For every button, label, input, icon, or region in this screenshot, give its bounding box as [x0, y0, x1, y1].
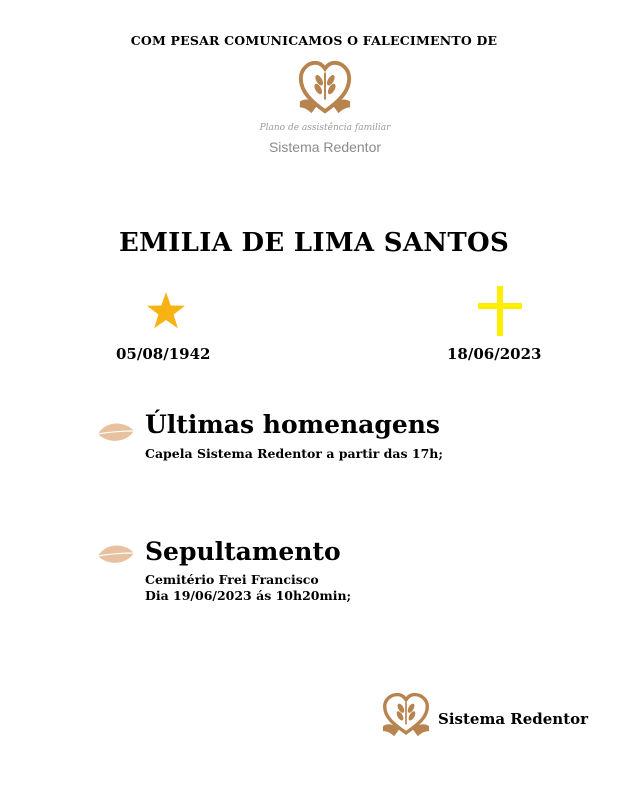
leaf-icon: [96, 419, 136, 445]
sistema-redentor-logo-icon: [296, 58, 354, 118]
logo-brand-name: Sistema Redentor: [268, 139, 382, 155]
homenagens-title: Últimas homenagens: [145, 410, 440, 439]
sistema-redentor-logo-icon: [380, 692, 432, 738]
homenagens-location: Capela Sistema Redentor a partir das 17h;: [145, 446, 443, 461]
deceased-name: EMILIA DE LIMA SANTOS: [118, 228, 510, 258]
logo-tagline: Plano de assistência familiar: [259, 123, 391, 133]
death-date: 18/06/2023: [447, 345, 542, 363]
footer-brand-name: Sistema Redentor: [438, 710, 589, 728]
announcement-header: COM PESAR COMUNICAMOS O FALECIMENTO DE: [130, 33, 498, 48]
star-icon: [146, 291, 186, 331]
leaf-icon: [96, 541, 136, 567]
sepultamento-title: Sepultamento: [145, 537, 341, 566]
cross-icon: [478, 286, 522, 336]
sepultamento-datetime: Dia 19/06/2023 ás 10h20min;: [145, 588, 352, 603]
sepultamento-cemetery: Cemitério Frei Francisco: [145, 572, 319, 587]
birth-date: 05/08/1942: [116, 345, 211, 363]
